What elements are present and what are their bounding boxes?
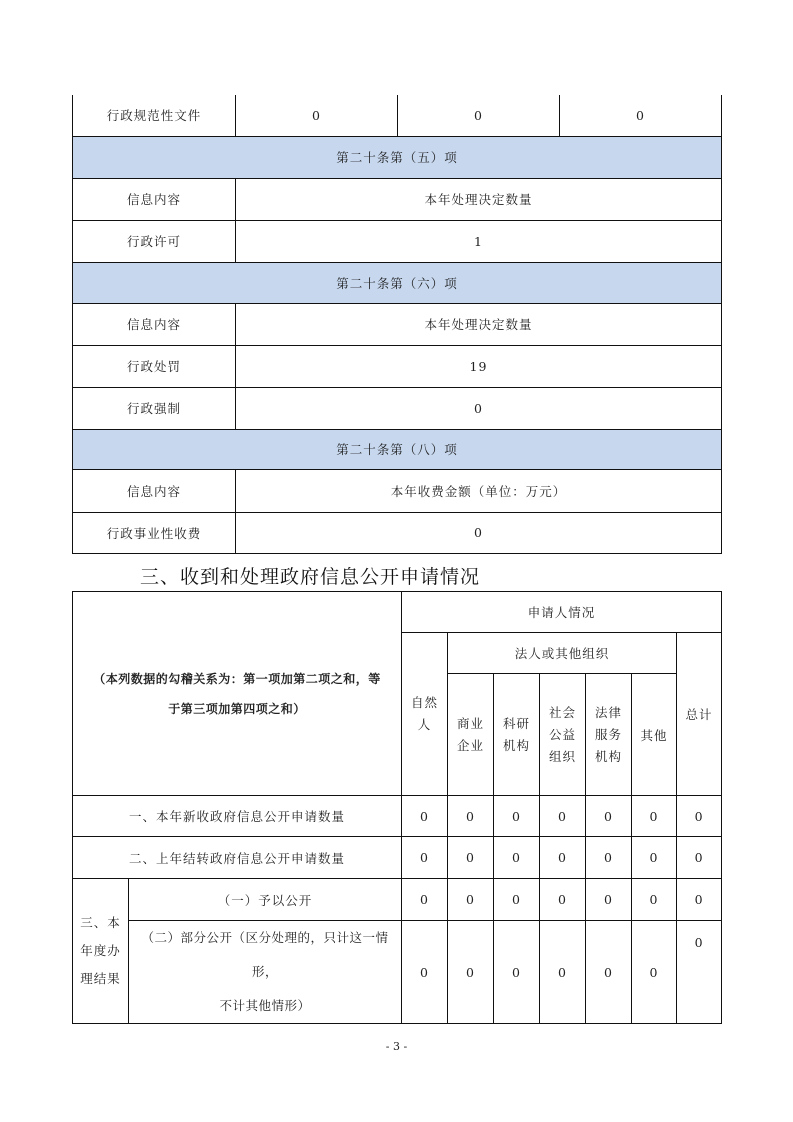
note-line: 于第三项加第四项之和） <box>168 701 306 716</box>
cell-value: 0 <box>494 879 540 921</box>
row-label: 二、上年结转政府信息公开申请数量 <box>73 837 402 879</box>
cell-value: 1 <box>236 220 722 262</box>
column-header-other: 其他 <box>632 674 677 796</box>
row-label: 行政许可 <box>73 220 236 262</box>
application-stats-table <box>72 591 722 1024</box>
section-title: 第二十条第（八）项 <box>73 429 722 469</box>
cell-value: 0 <box>632 921 677 1024</box>
row-group-label: 三、本 年度办 理结果 <box>73 879 129 1024</box>
row-label: 信息内容 <box>73 178 236 220</box>
cell-value: 0 <box>632 796 677 837</box>
column-header: 本年处理决定数量 <box>236 178 722 220</box>
column-header-natural-person: 自然 人 <box>402 633 448 796</box>
row-label: 行政强制 <box>73 387 236 429</box>
cell-value: 0 <box>402 921 448 1024</box>
page-number: - 3 - <box>385 1040 408 1053</box>
row-label: 信息内容 <box>73 303 236 345</box>
table-row <box>73 879 722 921</box>
row-label: 一、本年新收政府信息公开申请数量 <box>73 796 402 837</box>
cell-value: 0 <box>560 95 722 136</box>
section-heading: 三、收到和处理政府信息公开申请情况 <box>140 566 481 588</box>
table-row <box>73 921 722 1024</box>
column-header-commercial: 商业 企业 <box>448 674 494 796</box>
table-row <box>73 345 722 387</box>
cell-value: 0 <box>677 879 722 921</box>
cell-value: 0 <box>677 796 722 837</box>
cell-value: 0 <box>494 837 540 879</box>
cell-value: 0 <box>402 837 448 879</box>
note-cell <box>73 592 402 796</box>
cell-value: 0 <box>236 512 722 553</box>
row-label: 行政处罚 <box>73 345 236 387</box>
table-row <box>73 469 722 512</box>
table-row <box>73 178 722 220</box>
section-title: 第二十条第（五）项 <box>73 136 722 178</box>
row-label: 行政事业性收费 <box>73 512 236 553</box>
cell-value: 0 <box>677 921 722 1024</box>
cell-value: 0 <box>586 837 632 879</box>
table-row <box>73 303 722 345</box>
cell-value: 19 <box>236 345 722 387</box>
disclosure-table <box>72 95 722 554</box>
cell-value: 0 <box>398 95 560 136</box>
column-header-research: 科研 机构 <box>494 674 540 796</box>
cell-value: 0 <box>236 387 722 429</box>
row-label: （一）予以公开 <box>129 879 402 921</box>
section-title: 第二十条第（六）项 <box>73 262 722 303</box>
cell-value: 0 <box>448 796 494 837</box>
cell-value: 0 <box>494 921 540 1024</box>
cell-value: 0 <box>402 796 448 837</box>
note-line: （本列数据的勾稽关系为：第一项加第二项之和，等 <box>93 671 381 686</box>
section-header-row <box>73 136 722 178</box>
cell-value: 0 <box>677 837 722 879</box>
cell-value: 0 <box>540 921 586 1024</box>
cell-value: 0 <box>586 879 632 921</box>
column-header-social: 社会 公益 组织 <box>540 674 586 796</box>
cell-value: 0 <box>402 879 448 921</box>
table-row <box>73 220 722 262</box>
table-row <box>73 592 722 633</box>
table-row <box>73 837 722 879</box>
cell-value: 0 <box>586 796 632 837</box>
cell-value: 0 <box>540 796 586 837</box>
cell-value: 0 <box>540 879 586 921</box>
row-label: （二）部分公开（区分处理的，只计这一情形， 不计其他情形） <box>129 921 402 1024</box>
cell-value: 0 <box>540 837 586 879</box>
table-row <box>73 796 722 837</box>
column-header-legal-group: 法人或其他组织 <box>448 633 677 674</box>
cell-value: 0 <box>632 837 677 879</box>
table-row <box>73 387 722 429</box>
column-header: 本年收费金额（单位：万元） <box>236 469 722 512</box>
row-label: 行政规范性文件 <box>73 95 236 136</box>
cell-value: 0 <box>494 796 540 837</box>
column-header-law: 法律 服务 机构 <box>586 674 632 796</box>
cell-value: 0 <box>448 879 494 921</box>
cell-value: 0 <box>632 879 677 921</box>
column-header-applicant: 申请人情况 <box>402 592 722 633</box>
row-label: 信息内容 <box>73 469 236 512</box>
section-header-row <box>73 429 722 469</box>
section-header-row <box>73 262 722 303</box>
cell-value: 0 <box>236 95 398 136</box>
cell-value: 0 <box>448 837 494 879</box>
table-row <box>73 512 722 553</box>
cell-value: 0 <box>586 921 632 1024</box>
table-row <box>73 95 722 136</box>
column-header: 本年处理决定数量 <box>236 303 722 345</box>
cell-value: 0 <box>448 921 494 1024</box>
column-header-total: 总计 <box>677 633 722 796</box>
